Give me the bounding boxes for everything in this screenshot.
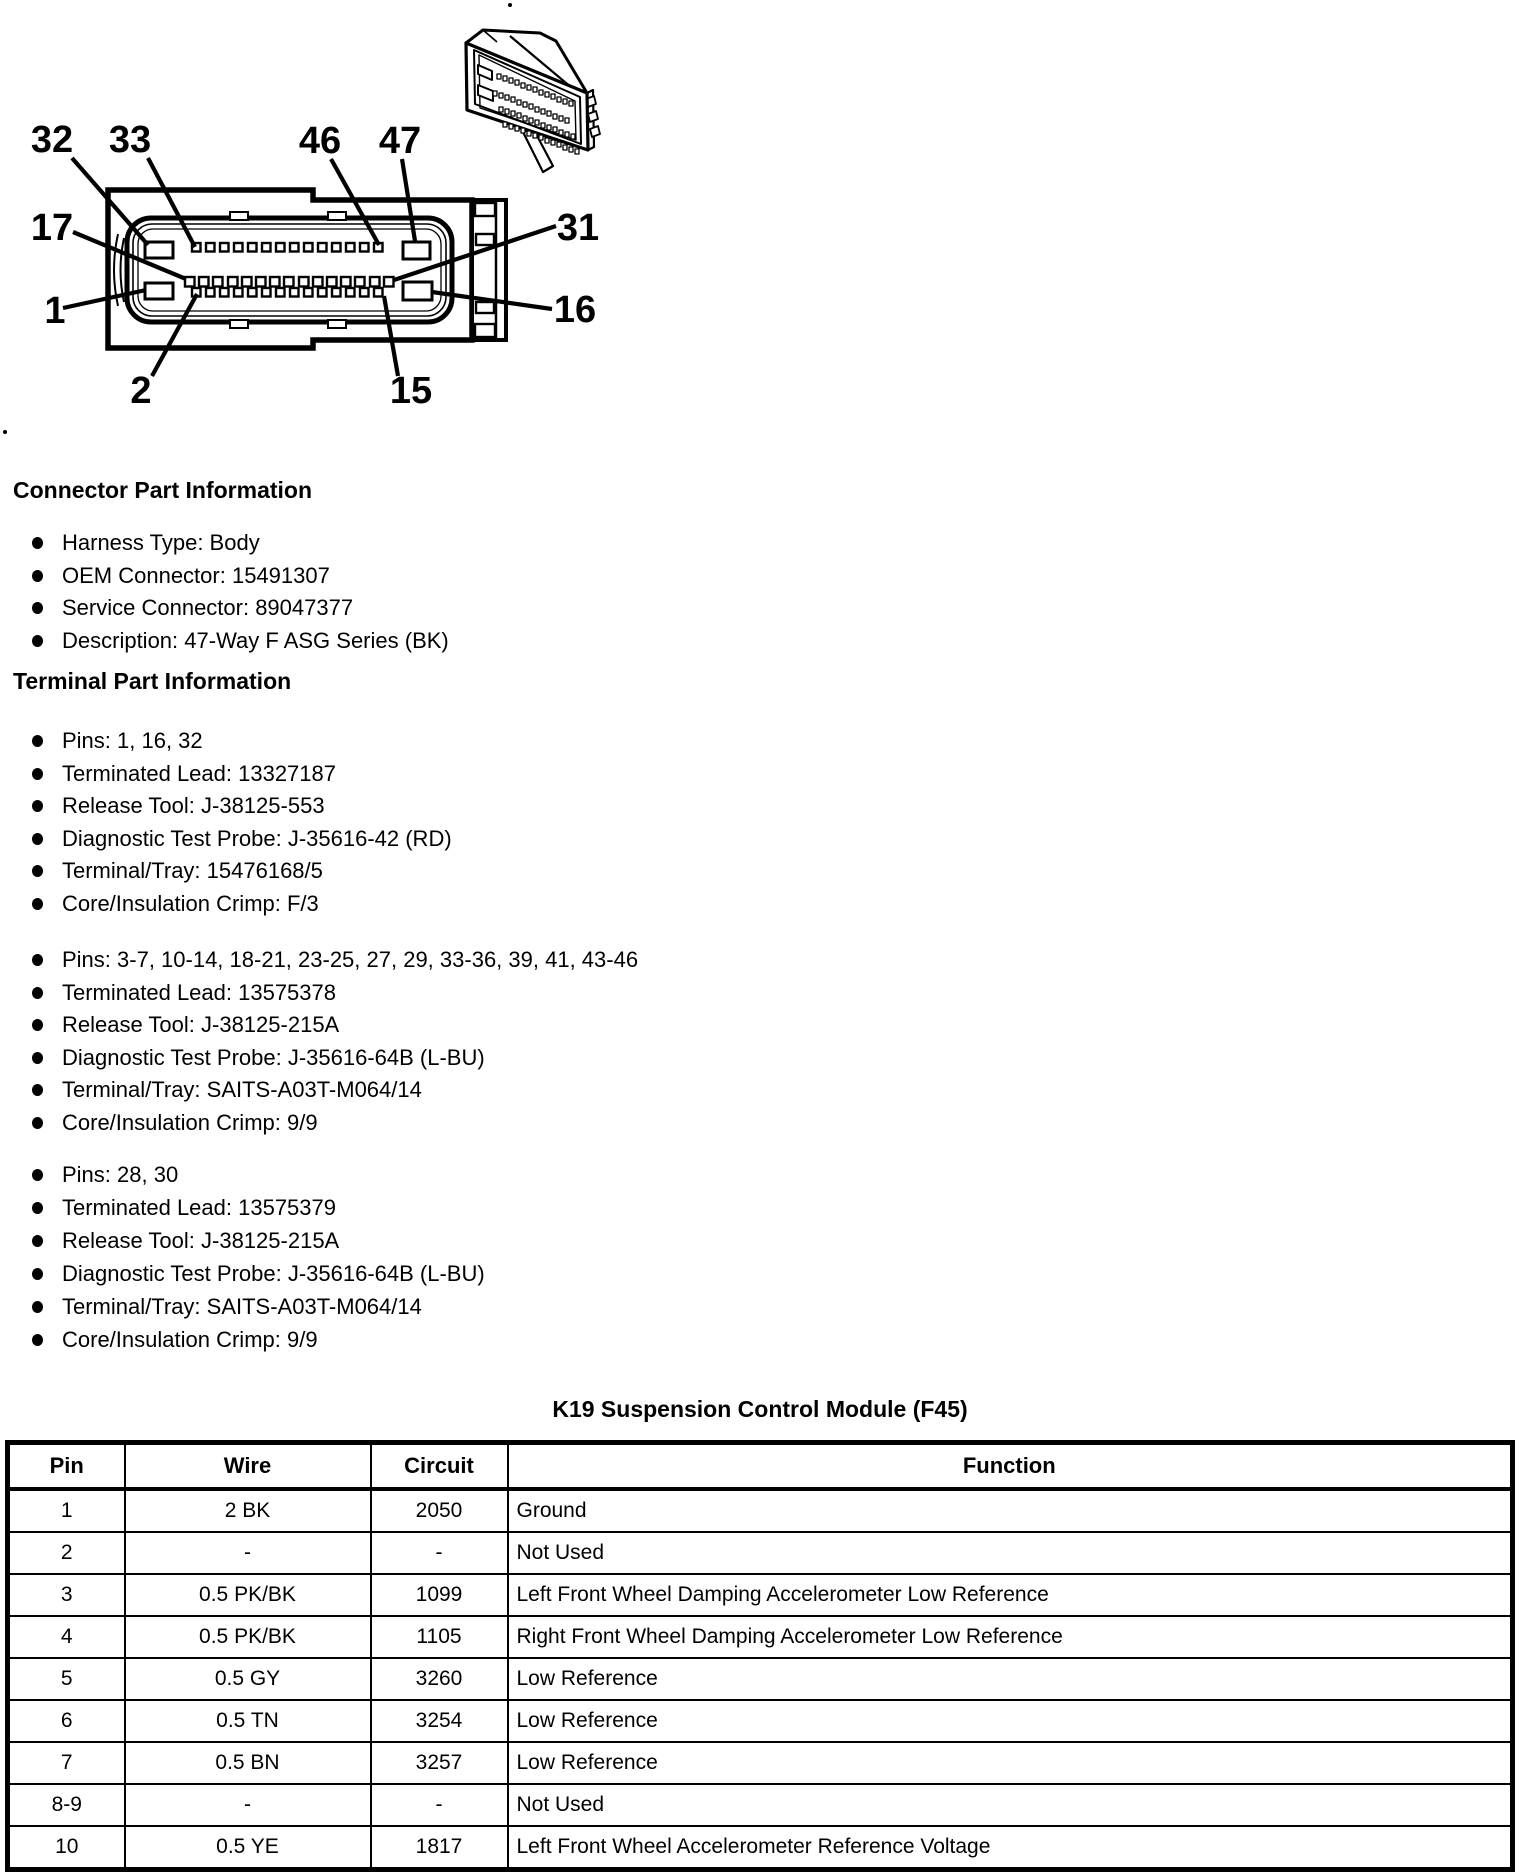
bullet-item: Terminal/Tray: SAITS-A03T-M064/14	[32, 1291, 485, 1324]
connector-face-view	[108, 190, 506, 348]
table-row	[8, 1742, 1513, 1784]
function-cell: Right Front Wheel Damping Accelerometer Low Reference	[508, 1616, 1513, 1658]
column-header-function: Function	[508, 1443, 1513, 1490]
pin-label-33: 33	[108, 119, 152, 161]
pin-cell: 1	[8, 1489, 125, 1532]
table-header-row	[8, 1443, 1513, 1490]
table-row	[8, 1826, 1513, 1870]
circuit-cell: 3254	[371, 1700, 508, 1742]
table-row	[8, 1574, 1513, 1616]
lock-tab	[472, 200, 506, 340]
table-row	[8, 1700, 1513, 1742]
wire-cell: 0.5 PK/BK	[125, 1616, 371, 1658]
connector-pinout-diagram	[0, 0, 640, 440]
circuit-cell: 1817	[371, 1826, 508, 1870]
function-cell: Not Used	[508, 1532, 1513, 1574]
pin-cell: 4	[8, 1616, 125, 1658]
bullet-item: Terminal/Tray: SAITS-A03T-M064/14	[32, 1074, 638, 1107]
bullet-item: OEM Connector: 15491307	[32, 560, 449, 593]
pin-label-17: 17	[30, 207, 74, 249]
bullet-item: Core/Insulation Crimp: 9/9	[32, 1107, 638, 1140]
table-row	[8, 1658, 1513, 1700]
bullet-item: Harness Type: Body	[32, 527, 449, 560]
function-cell: Left Front Wheel Accelerometer Reference Voltage	[508, 1826, 1513, 1870]
pin-function-table	[5, 1440, 1515, 1872]
bullet-item: Pins: 3-7, 10-14, 18-21, 23-25, 27, 29, 33-36, 39, 41, 43-46	[32, 944, 638, 977]
wire-cell: 0.5 TN	[125, 1700, 371, 1742]
pin-47-cavity	[403, 242, 430, 259]
function-cell: Low Reference	[508, 1742, 1513, 1784]
pin-table-title: K19 Suspension Control Module (F45)	[552, 1396, 968, 1422]
circuit-cell: 1105	[371, 1616, 508, 1658]
bullet-item: Release Tool: J-38125-553	[32, 790, 452, 823]
pin-label-16: 16	[553, 289, 597, 331]
column-header-pin: Pin	[8, 1443, 125, 1490]
function-cell: Left Front Wheel Damping Accelerometer Low Reference	[508, 1574, 1513, 1616]
pin-cell: 7	[8, 1742, 125, 1784]
bullet-item: Diagnostic Test Probe: J-35616-42 (RD)	[32, 823, 452, 856]
circuit-cell: -	[371, 1784, 508, 1826]
bullet-item: Terminated Lead: 13327187	[32, 758, 452, 791]
pin-1-cavity	[145, 283, 173, 299]
terminal-group-2	[32, 944, 638, 1139]
terminal-part-info-heading: Terminal Part Information	[13, 668, 292, 694]
pin-label-46: 46	[298, 120, 342, 162]
bullet-item: Description: 47-Way F ASG Series (BK)	[32, 625, 449, 658]
circuit-cell: 3257	[371, 1742, 508, 1784]
bullet-item: Pins: 28, 30	[32, 1159, 485, 1192]
table-row	[8, 1784, 1513, 1826]
terminal-group-1	[32, 725, 452, 920]
circuit-cell: -	[371, 1532, 508, 1574]
table-row	[8, 1532, 1513, 1574]
function-cell: Ground	[508, 1489, 1513, 1532]
pin-label-1: 1	[44, 290, 66, 332]
bullet-item: Diagnostic Test Probe: J-35616-64B (L-BU)	[32, 1258, 485, 1291]
pin-cell: 5	[8, 1658, 125, 1700]
bullet-item: Core/Insulation Crimp: 9/9	[32, 1324, 485, 1357]
wire-cell: 2 BK	[125, 1489, 371, 1532]
pin-row-middle	[185, 277, 394, 287]
bullet-item: Service Connector: 89047377	[32, 592, 449, 625]
pin-16-cavity	[403, 282, 432, 300]
table-row	[8, 1616, 1513, 1658]
wire-cell: 0.5 GY	[125, 1658, 371, 1700]
connector-3d-view	[466, 30, 600, 172]
bullet-item: Pins: 1, 16, 32	[32, 725, 452, 758]
pin-label-47: 47	[378, 120, 422, 162]
bullet-item: Terminated Lead: 13575378	[32, 977, 638, 1010]
pin-label-15: 15	[389, 370, 433, 412]
wire-cell: -	[125, 1784, 371, 1826]
pin-label-2: 2	[130, 370, 152, 412]
pin-cell: 3	[8, 1574, 125, 1616]
wire-cell: -	[125, 1532, 371, 1574]
bullet-item: Core/Insulation Crimp: F/3	[32, 888, 452, 921]
pin-cell: 2	[8, 1532, 125, 1574]
pin-cell: 6	[8, 1700, 125, 1742]
function-cell: Low Reference	[508, 1700, 1513, 1742]
column-header-wire: Wire	[125, 1443, 371, 1490]
wire-cell: 0.5 YE	[125, 1826, 371, 1870]
wire-cell: 0.5 PK/BK	[125, 1574, 371, 1616]
connector-part-info-list	[32, 527, 449, 657]
bullet-item: Terminated Lead: 13575379	[32, 1192, 485, 1225]
bullet-item: Release Tool: J-38125-215A	[32, 1009, 638, 1042]
pin-label-31: 31	[556, 207, 600, 249]
pin-cell: 10	[8, 1826, 125, 1870]
bullet-item: Release Tool: J-38125-215A	[32, 1225, 485, 1258]
bullet-item: Diagnostic Test Probe: J-35616-64B (L-BU)	[32, 1042, 638, 1075]
wire-cell: 0.5 BN	[125, 1742, 371, 1784]
pin-32-cavity	[145, 242, 173, 258]
pin-cell: 8-9	[8, 1784, 125, 1826]
circuit-cell: 1099	[371, 1574, 508, 1616]
function-cell: Not Used	[508, 1784, 1513, 1826]
table-row	[8, 1489, 1513, 1532]
circuit-cell: 2050	[371, 1489, 508, 1532]
circuit-cell: 3260	[371, 1658, 508, 1700]
connector-part-info-heading: Connector Part Information	[13, 477, 313, 503]
function-cell: Low Reference	[508, 1658, 1513, 1700]
bullet-item: Terminal/Tray: 15476168/5	[32, 855, 452, 888]
column-header-circuit: Circuit	[371, 1443, 508, 1490]
pin-label-32: 32	[30, 119, 74, 161]
terminal-group-3	[32, 1159, 485, 1356]
